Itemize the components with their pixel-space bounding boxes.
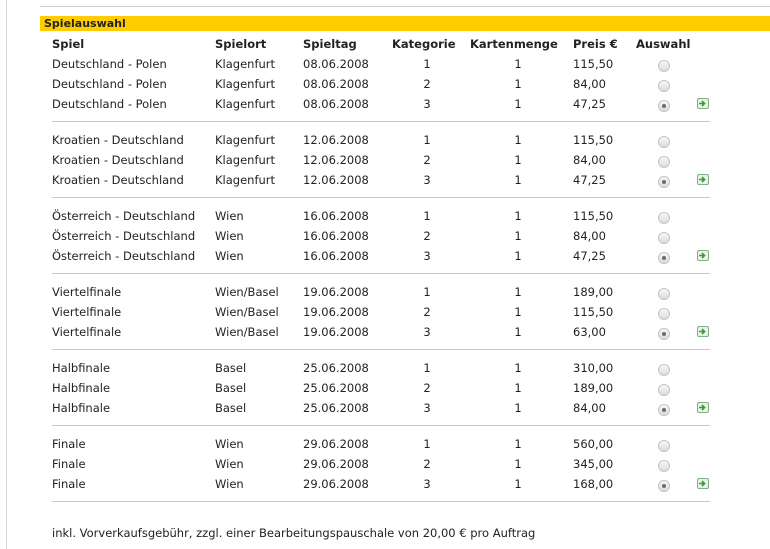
category: 1 (423, 361, 431, 375)
category: 3 (423, 477, 431, 491)
add-to-cart-icon[interactable] (697, 174, 709, 185)
add-to-cart-icon[interactable] (697, 250, 709, 261)
category: 2 (423, 305, 431, 319)
venue: Wien/Basel (215, 305, 279, 319)
selection-radio[interactable] (658, 156, 670, 168)
match-date: 19.06.2008 (303, 285, 369, 299)
selection-radio[interactable] (658, 252, 670, 264)
ticket-quantity: 1 (514, 133, 522, 147)
match-date: 08.06.2008 (303, 77, 369, 91)
venue: Wien (215, 209, 244, 223)
ticket-quantity: 1 (514, 325, 522, 339)
price: 168,00 (573, 477, 614, 491)
category: 1 (423, 57, 431, 71)
venue: Basel (215, 361, 247, 375)
category: 3 (423, 249, 431, 263)
group-divider (52, 197, 710, 198)
selection-radio[interactable] (658, 100, 670, 112)
ticket-quantity: 1 (514, 229, 522, 243)
fee-footnote: inkl. Vorverkaufsgebühr, zzgl. einer Bearbeitungspauschale von 20,00 € pro Auftrag (52, 526, 536, 540)
match-date: 16.06.2008 (303, 209, 369, 223)
price: 560,00 (573, 437, 614, 451)
match-date: 19.06.2008 (303, 305, 369, 319)
add-to-cart-icon[interactable] (697, 326, 709, 337)
column-header-spiel: Spiel (52, 37, 85, 51)
selection-radio[interactable] (658, 60, 670, 72)
group-divider (52, 121, 710, 122)
match-date: 29.06.2008 (303, 477, 369, 491)
venue: Basel (215, 381, 247, 395)
match-date: 08.06.2008 (303, 57, 369, 71)
match-date: 12.06.2008 (303, 173, 369, 187)
price: 63,00 (573, 325, 606, 339)
selection-radio[interactable] (658, 404, 670, 416)
section-header: Spielauswahl (40, 16, 770, 31)
match-name: Halbfinale (52, 401, 111, 415)
selection-radio[interactable] (658, 328, 670, 340)
match-date: 25.06.2008 (303, 401, 369, 415)
category: 3 (423, 401, 431, 415)
selection-radio[interactable] (658, 232, 670, 244)
price: 47,25 (573, 173, 606, 187)
price: 345,00 (573, 457, 614, 471)
venue: Klagenfurt (215, 133, 276, 147)
venue: Klagenfurt (215, 57, 276, 71)
match-name: Viertelfinale (52, 285, 122, 299)
selection-radio[interactable] (658, 440, 670, 452)
ticket-quantity: 1 (514, 305, 522, 319)
category: 1 (423, 209, 431, 223)
venue: Wien (215, 229, 244, 243)
price: 47,25 (573, 249, 606, 263)
top-divider (40, 6, 770, 7)
selection-radio[interactable] (658, 364, 670, 376)
match-name: Deutschland - Polen (52, 57, 167, 71)
venue: Wien (215, 437, 244, 451)
selection-radio[interactable] (658, 288, 670, 300)
price: 189,00 (573, 381, 614, 395)
match-date: 25.06.2008 (303, 381, 369, 395)
match-date: 08.06.2008 (303, 97, 369, 111)
match-name: Finale (52, 437, 86, 451)
venue: Klagenfurt (215, 97, 276, 111)
match-name: Österreich - Deutschland (52, 249, 196, 263)
price: 47,25 (573, 97, 606, 111)
price: 84,00 (573, 77, 606, 91)
price: 84,00 (573, 401, 606, 415)
category: 1 (423, 437, 431, 451)
selection-radio[interactable] (658, 212, 670, 224)
category: 3 (423, 173, 431, 187)
match-name: Halbfinale (52, 381, 111, 395)
match-name: Viertelfinale (52, 325, 122, 339)
group-divider (52, 273, 710, 274)
column-header-spieltag: Spieltag (303, 37, 357, 51)
venue: Basel (215, 401, 247, 415)
price: 115,50 (573, 133, 614, 147)
selection-radio[interactable] (658, 460, 670, 472)
match-name: Österreich - Deutschland (52, 209, 196, 223)
match-name: Finale (52, 477, 86, 491)
ticket-quantity: 1 (514, 477, 522, 491)
match-name: Kroatien - Deutschland (52, 133, 184, 147)
category: 1 (423, 133, 431, 147)
price: 84,00 (573, 229, 606, 243)
venue: Wien/Basel (215, 325, 279, 339)
ticket-quantity: 1 (514, 361, 522, 375)
match-name: Finale (52, 457, 86, 471)
ticket-quantity: 1 (514, 153, 522, 167)
match-date: 25.06.2008 (303, 361, 369, 375)
selection-radio[interactable] (658, 136, 670, 148)
venue: Klagenfurt (215, 153, 276, 167)
selection-radio[interactable] (658, 176, 670, 188)
column-header-spielort: Spielort (215, 37, 267, 51)
ticket-quantity: 1 (514, 285, 522, 299)
category: 1 (423, 285, 431, 299)
category: 2 (423, 457, 431, 471)
ticket-quantity: 1 (514, 173, 522, 187)
match-date: 12.06.2008 (303, 133, 369, 147)
price: 84,00 (573, 153, 606, 167)
category: 2 (423, 77, 431, 91)
price: 189,00 (573, 285, 614, 299)
category: 2 (423, 229, 431, 243)
column-header-auswahl: Auswahl (636, 37, 691, 51)
match-date: 12.06.2008 (303, 153, 369, 167)
match-name: Deutschland - Polen (52, 97, 167, 111)
page-left-border (6, 0, 7, 549)
ticket-quantity: 1 (514, 209, 522, 223)
category: 2 (423, 153, 431, 167)
group-divider (52, 349, 710, 350)
add-to-cart-icon[interactable] (697, 402, 709, 413)
category: 3 (423, 97, 431, 111)
ticket-quantity: 1 (514, 57, 522, 71)
ticket-quantity: 1 (514, 97, 522, 111)
group-divider (52, 425, 710, 426)
match-date: 16.06.2008 (303, 249, 369, 263)
add-to-cart-icon[interactable] (697, 98, 709, 109)
selection-radio[interactable] (658, 384, 670, 396)
venue: Klagenfurt (215, 77, 276, 91)
group-divider (52, 501, 710, 502)
selection-radio[interactable] (658, 308, 670, 320)
match-name: Halbfinale (52, 361, 111, 375)
venue: Wien (215, 477, 244, 491)
price: 115,50 (573, 209, 614, 223)
category: 3 (423, 325, 431, 339)
match-name: Österreich - Deutschland (52, 229, 196, 243)
ticket-quantity: 1 (514, 401, 522, 415)
match-name: Viertelfinale (52, 305, 122, 319)
column-header-preis: Preis € (573, 37, 618, 51)
price: 310,00 (573, 361, 614, 375)
selection-radio[interactable] (658, 480, 670, 492)
ticket-quantity: 1 (514, 381, 522, 395)
match-name: Kroatien - Deutschland (52, 173, 184, 187)
match-date: 29.06.2008 (303, 457, 369, 471)
selection-radio[interactable] (658, 80, 670, 92)
add-to-cart-icon[interactable] (697, 478, 709, 489)
category: 2 (423, 381, 431, 395)
column-header-kartenmenge: Kartenmenge (470, 37, 558, 51)
ticket-quantity: 1 (514, 437, 522, 451)
ticket-quantity: 1 (514, 249, 522, 263)
price: 115,50 (573, 305, 614, 319)
price: 115,50 (573, 57, 614, 71)
venue: Wien/Basel (215, 285, 279, 299)
venue: Wien (215, 249, 244, 263)
venue: Wien (215, 457, 244, 471)
match-name: Kroatien - Deutschland (52, 153, 184, 167)
venue: Klagenfurt (215, 173, 276, 187)
ticket-quantity: 1 (514, 77, 522, 91)
match-date: 29.06.2008 (303, 437, 369, 451)
ticket-quantity: 1 (514, 457, 522, 471)
match-date: 16.06.2008 (303, 229, 369, 243)
column-header-kategorie: Kategorie (392, 37, 456, 51)
match-name: Deutschland - Polen (52, 77, 167, 91)
match-date: 19.06.2008 (303, 325, 369, 339)
